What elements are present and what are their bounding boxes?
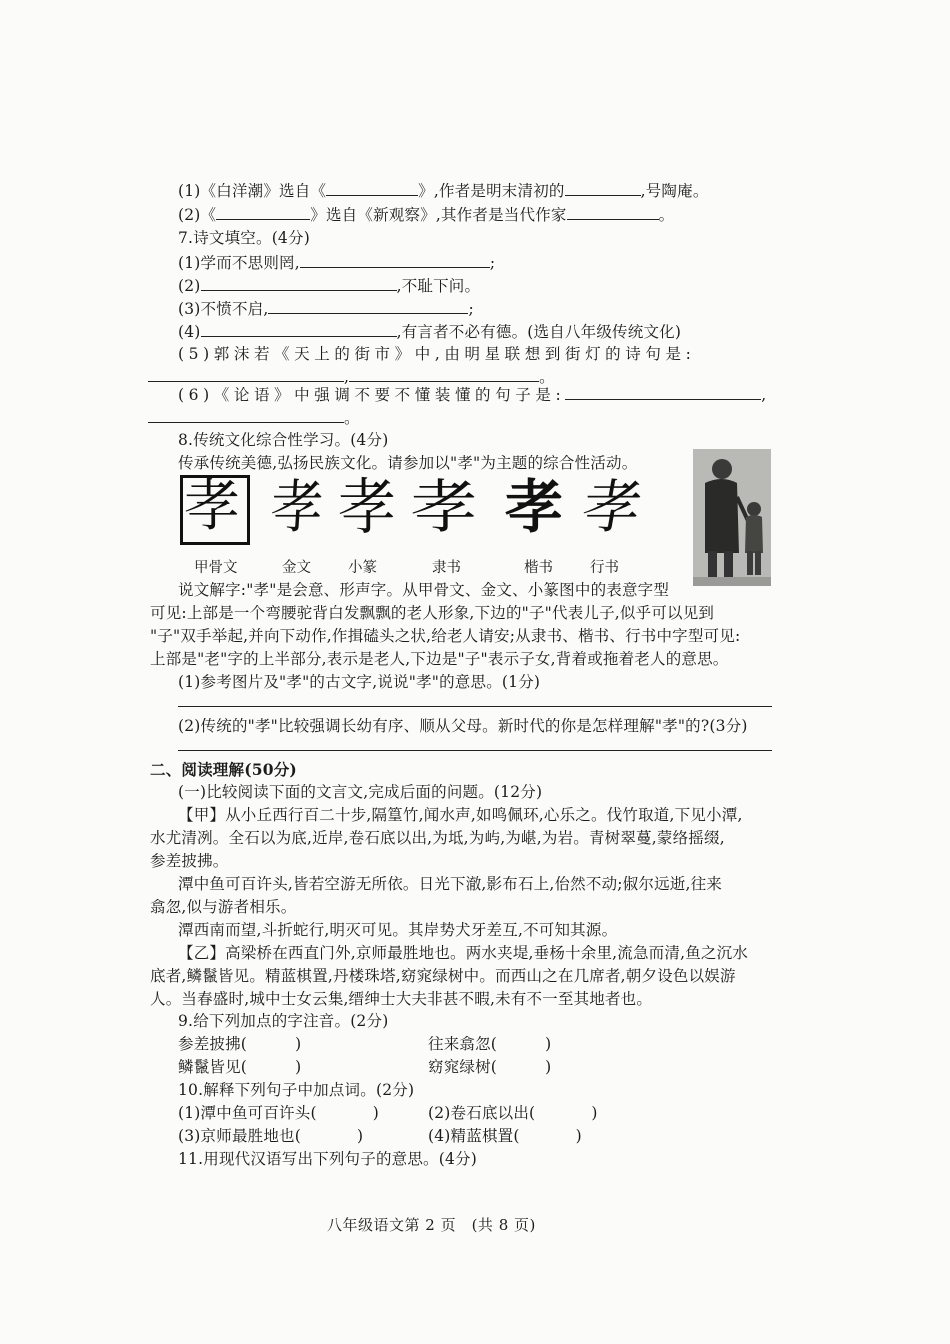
passage-jia-1: 【甲】从小丘西行百二十步,隔篁竹,闻水声,如鸣佩环,心乐之。伐竹取道,下见小潭, xyxy=(178,806,743,824)
glyph-bronze: 孝 xyxy=(268,473,326,541)
q10-d: (4)精蓝棋置( ) xyxy=(428,1127,582,1145)
label-oracle: 甲骨文 xyxy=(194,560,238,576)
page-footer: 八年级语文第 2 页 (共 8 页) xyxy=(327,1216,536,1234)
glyph-running: 孝 xyxy=(577,473,648,541)
blank[interactable] xyxy=(565,180,641,196)
label-regular: 楷书 xyxy=(524,560,553,576)
blank[interactable] xyxy=(567,204,659,220)
blank[interactable] xyxy=(201,275,397,291)
q8-sub1: (1)参考图片及"孝"的古文字,说说"孝"的意思。(1分) xyxy=(178,673,541,691)
q11-title: 11.用现代汉语写出下列句子的意思。(4分) xyxy=(178,1150,478,1168)
q6-line1: (1)《白洋潮》选自《 》,作者是明末清初的 ,号陶庵。 xyxy=(178,182,709,200)
q8-explain4: 上部是"老"字的上半部分,表示是老人,下边是"子"表示子女,背着或拖着老人的意思。 xyxy=(150,650,729,668)
label-clerical: 隶书 xyxy=(432,560,461,576)
q9-title: 9.给下列加点的字注音。(2分) xyxy=(178,1012,389,1030)
blank[interactable] xyxy=(201,321,397,337)
q7-line3: (3)不愤不启, ; xyxy=(178,300,474,318)
label-seal: 小篆 xyxy=(348,560,377,576)
q8-sub2: (2)传统的"孝"比较强调长幼有序、顺从父母。新时代的你是怎样理解"孝"的?(3分) xyxy=(178,717,748,735)
q8-intro: 传承传统美德,弘扬民族文化。请参加以"孝"为主题的综合性活动。 xyxy=(178,454,638,472)
glyph-seal: 孝 xyxy=(338,471,397,543)
q8-explain2: 可见:上部是一个弯腰驼背白发飘飘的老人形象,下边的"子"代表儿子,似乎可以见到 xyxy=(150,604,715,622)
q10-title: 10.解释下列句子中加点词。(2分) xyxy=(178,1081,415,1099)
passage-jia-6: 潭西南而望,斗折蛇行,明灭可见。其岸势犬牙差互,不可知其源。 xyxy=(178,921,618,939)
q7-line1: (1)学而不思则罔, ; xyxy=(178,254,496,272)
q9-c: 鳞鬣皆见( ) xyxy=(178,1058,302,1076)
blank[interactable] xyxy=(148,407,344,423)
blank[interactable] xyxy=(565,384,761,400)
label-bronze: 金文 xyxy=(282,560,311,576)
q6-line2: (2)《 》选自《新观察》,其作者是当代作家 。 xyxy=(178,206,675,224)
glyph-clerical: 孝 xyxy=(410,473,478,541)
blank[interactable] xyxy=(497,1057,545,1072)
q7-line4: (4) ,有言者不必有德。(选自八年级传统文化) xyxy=(178,323,682,341)
glyph-oracle: 孝 xyxy=(184,474,240,539)
blank[interactable] xyxy=(497,1034,545,1049)
q7-line2: (2) ,不耻下问。 xyxy=(178,277,481,295)
q9-b: 往来翕忽( ) xyxy=(428,1035,552,1053)
blank[interactable] xyxy=(535,1103,591,1118)
glyph-regular: 孝 xyxy=(505,473,564,541)
q7-line5: (5)郭沫若《天上的街市》中,由明星联想到街灯的诗句是: xyxy=(178,345,696,363)
q7-line6-blank: 。 xyxy=(148,407,360,428)
blank[interactable] xyxy=(301,1126,357,1141)
blank[interactable] xyxy=(317,1103,373,1118)
q8-title: 8.传统文化综合性学习。(4分) xyxy=(178,431,389,449)
q7-title: 7.诗文填空。(4分) xyxy=(178,229,310,247)
answer-line-q8-2[interactable] xyxy=(178,750,772,751)
q10-a: (1)潭中鱼可百许头( ) xyxy=(178,1104,379,1122)
passage-jia-2: 水尤清冽。全石以为底,近岸,卷石底以出,为坻,为屿,为嵁,为岩。青树翠蔓,蒙络摇缀, xyxy=(150,829,725,847)
passage-yi-3: 人。当春盛时,城中士女云集,缙绅士大夫非甚不暇,未有不一至其地者也。 xyxy=(150,990,653,1008)
blank[interactable] xyxy=(148,366,344,382)
blank[interactable] xyxy=(216,204,310,220)
q7-line6: (6)《论语》中强调不要不懂装懂的句子是: , xyxy=(178,386,767,404)
q10-c: (3)京师最胜地也( ) xyxy=(178,1127,364,1145)
section2-title: 二、阅读理解(50分) xyxy=(150,760,297,779)
blank[interactable] xyxy=(349,366,539,382)
passage-jia-5: 翕忽,似与游者相乐。 xyxy=(150,898,297,916)
blank[interactable] xyxy=(326,180,418,196)
passage-jia-3: 参差披拂。 xyxy=(150,852,229,870)
passage-jia-4: 潭中鱼可百许头,皆若空游无所依。日光下澈,影布石上,佁然不动;俶尔远逝,往来 xyxy=(178,875,723,893)
blank[interactable] xyxy=(268,298,468,314)
q8-explain1: 说文解字:"孝"是会意、形声字。从甲骨文、金文、小篆图中的表意字型 xyxy=(178,581,670,599)
elder-child-photo xyxy=(693,449,771,586)
q8-explain3: "子"双手举起,并向下动作,作揖磕头之状,给老人请安;从隶书、楷书、行书中字型可见: xyxy=(150,627,741,645)
blank[interactable] xyxy=(247,1034,295,1049)
section2-part1: (一)比较阅读下面的文言文,完成后面的问题。(12分) xyxy=(178,783,543,801)
q9-d: 窈窕绿树( ) xyxy=(428,1058,552,1076)
blank[interactable] xyxy=(300,252,490,268)
blank[interactable] xyxy=(520,1126,576,1141)
passage-yi-1: 【乙】高梁桥在西直门外,京师最胜地也。两水夹堤,垂杨十余里,流急而清,鱼之沉水 xyxy=(178,944,749,962)
blank[interactable] xyxy=(247,1057,295,1072)
q7-line5-blanks: , 。 xyxy=(148,366,555,387)
label-running: 行书 xyxy=(590,560,619,576)
answer-line-q8-1[interactable] xyxy=(178,706,772,707)
passage-yi-2: 底者,鳞鬣皆见。精蓝棋置,丹楼珠塔,窈窕绿树中。而西山之在几席者,朝夕设色以娱游 xyxy=(150,967,736,985)
q10-b: (2)卷石底以出( ) xyxy=(428,1104,598,1122)
q9-a: 参差披拂( ) xyxy=(178,1035,302,1053)
